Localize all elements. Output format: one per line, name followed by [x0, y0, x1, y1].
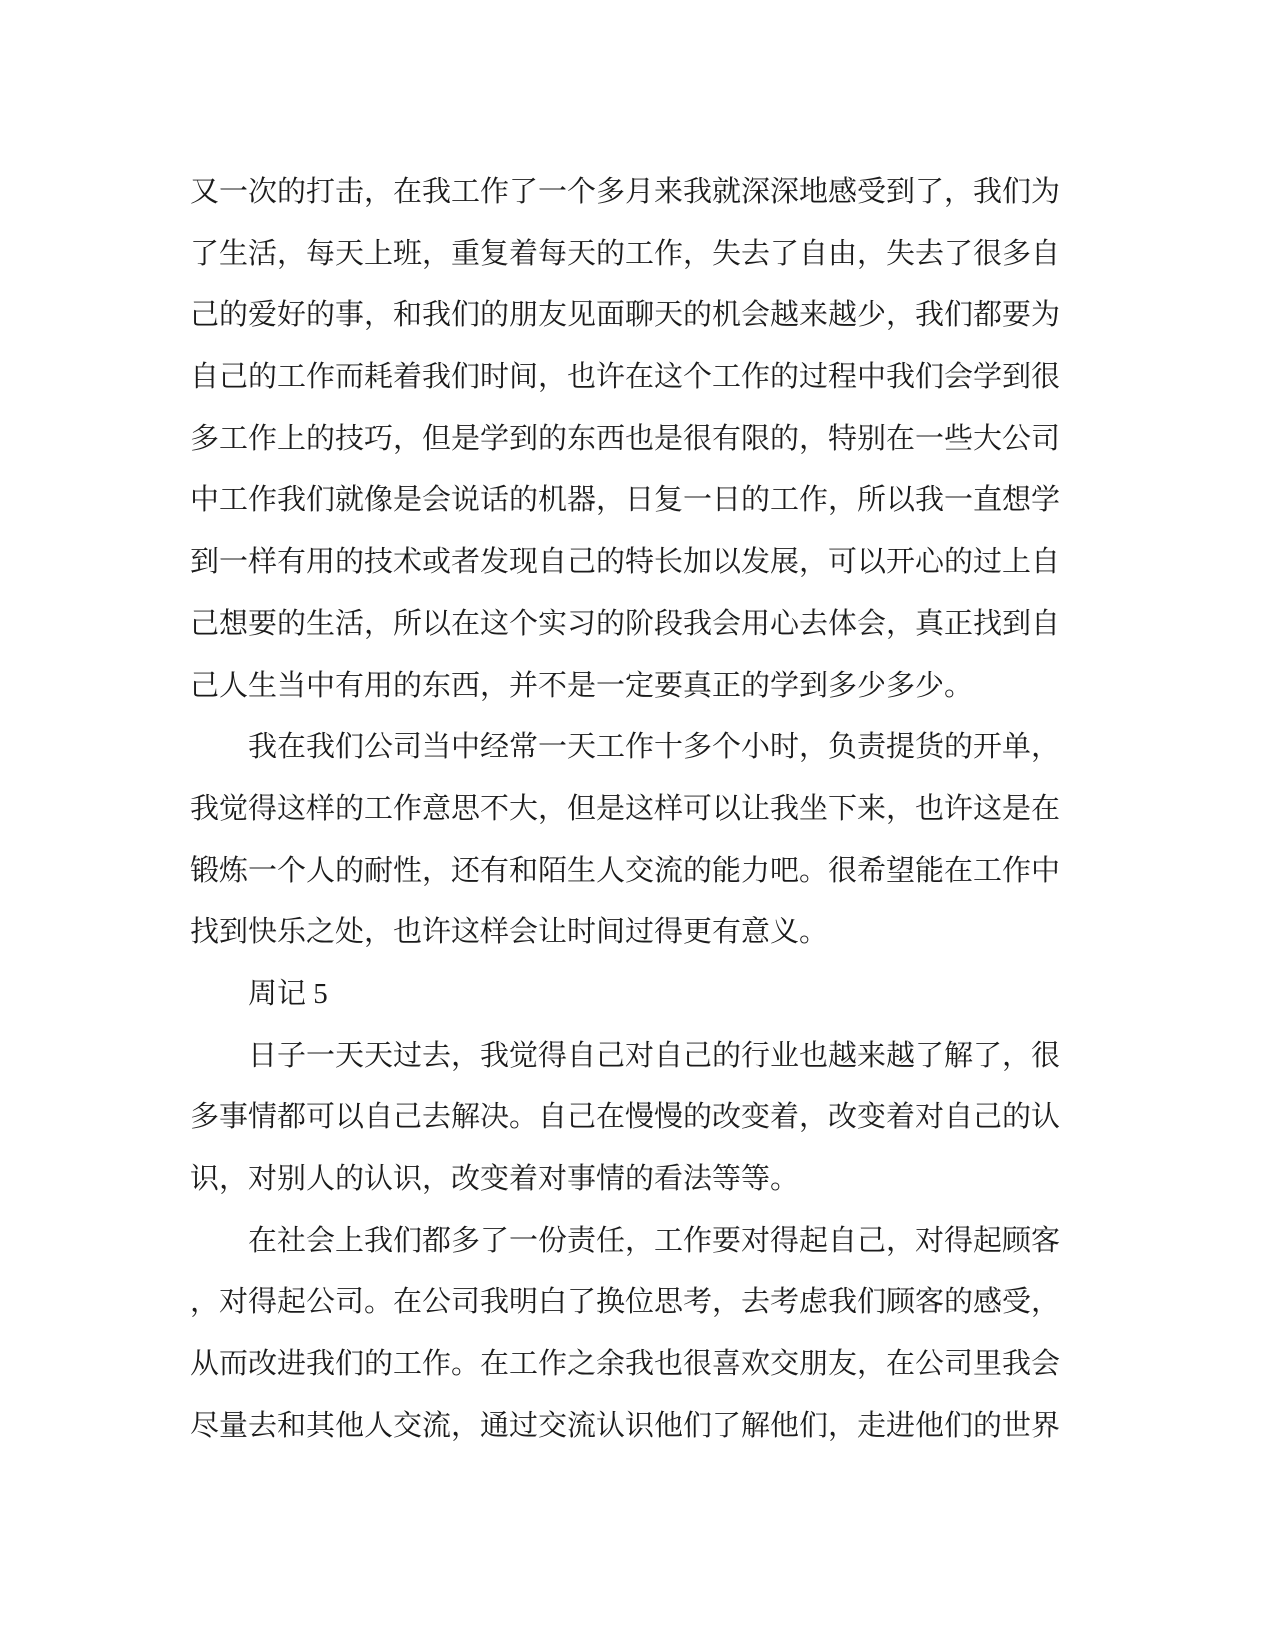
text-line: 尽量去和其他人交流，通过交流认识他们了解他们，走进他们的世界	[190, 1409, 1061, 1442]
text-line: ，对得起公司。在公司我明白了换位思考，去考虑我们顾客的感受，	[190, 1286, 1061, 1319]
text-line: 己的爱好的事，和我们的朋友见面聊天的机会越来越少，我们都要为	[190, 299, 1061, 332]
text-line: 己想要的生活，所以在这个实习的阶段我会用心去体会，真正找到自	[190, 607, 1061, 640]
text-line: 我觉得这样的工作意思不大，但是这样可以让我坐下来，也许这是在	[190, 792, 1061, 825]
text-line: 从而改进我们的工作。在工作之余我也很喜欢交朋友，在公司里我会	[190, 1348, 1061, 1381]
section-heading-line: 周记 5	[190, 977, 328, 1010]
text-line: 了生活，每天上班，重复着每天的工作，失去了自由，失去了很多自	[190, 237, 1061, 270]
text-line: 自己的工作而耗着我们时间，也许在这个工作的过程中我们会学到很	[190, 361, 1061, 394]
text-line: 己人生当中有用的东西，并不是一定要真正的学到多少多少。	[190, 669, 974, 702]
text-line: 锻炼一个人的耐性，还有和陌生人交流的能力吧。很希望能在工作中	[190, 854, 1061, 887]
text-line: 又一次的打击，在我工作了一个多月来我就深深地感受到了，我们为	[190, 176, 1061, 208]
text-line: 日子一天天过去，我觉得自己对自己的行业也越来越了解了，很	[190, 1039, 1061, 1072]
text-line: 在社会上我们都多了一份责任，工作要对得起自己，对得起顾客	[190, 1224, 1061, 1257]
document-text-block	[190, 162, 1060, 1457]
text-line: 到一样有用的技术或者发现自己的特长加以发展，可以开心的过上自	[190, 546, 1061, 579]
text-line: 多工作上的技巧，但是学到的东西也是很有限的，特别在一些大公司	[190, 422, 1061, 455]
text-line: 多事情都可以自己去解决。自己在慢慢的改变着，改变着对自己的认	[190, 1101, 1061, 1134]
text-line: 识，对别人的认识，改变着对事情的看法等等。	[190, 1163, 800, 1195]
text-line: 找到快乐之处，也许这样会让时间过得更有意义。	[190, 916, 829, 949]
text-line: 我在我们公司当中经常一天工作十多个小时，负责提货的开单，	[190, 731, 1061, 764]
text-line: 中工作我们就像是会说话的机器，日复一日的工作，所以我一直想学	[190, 484, 1061, 517]
